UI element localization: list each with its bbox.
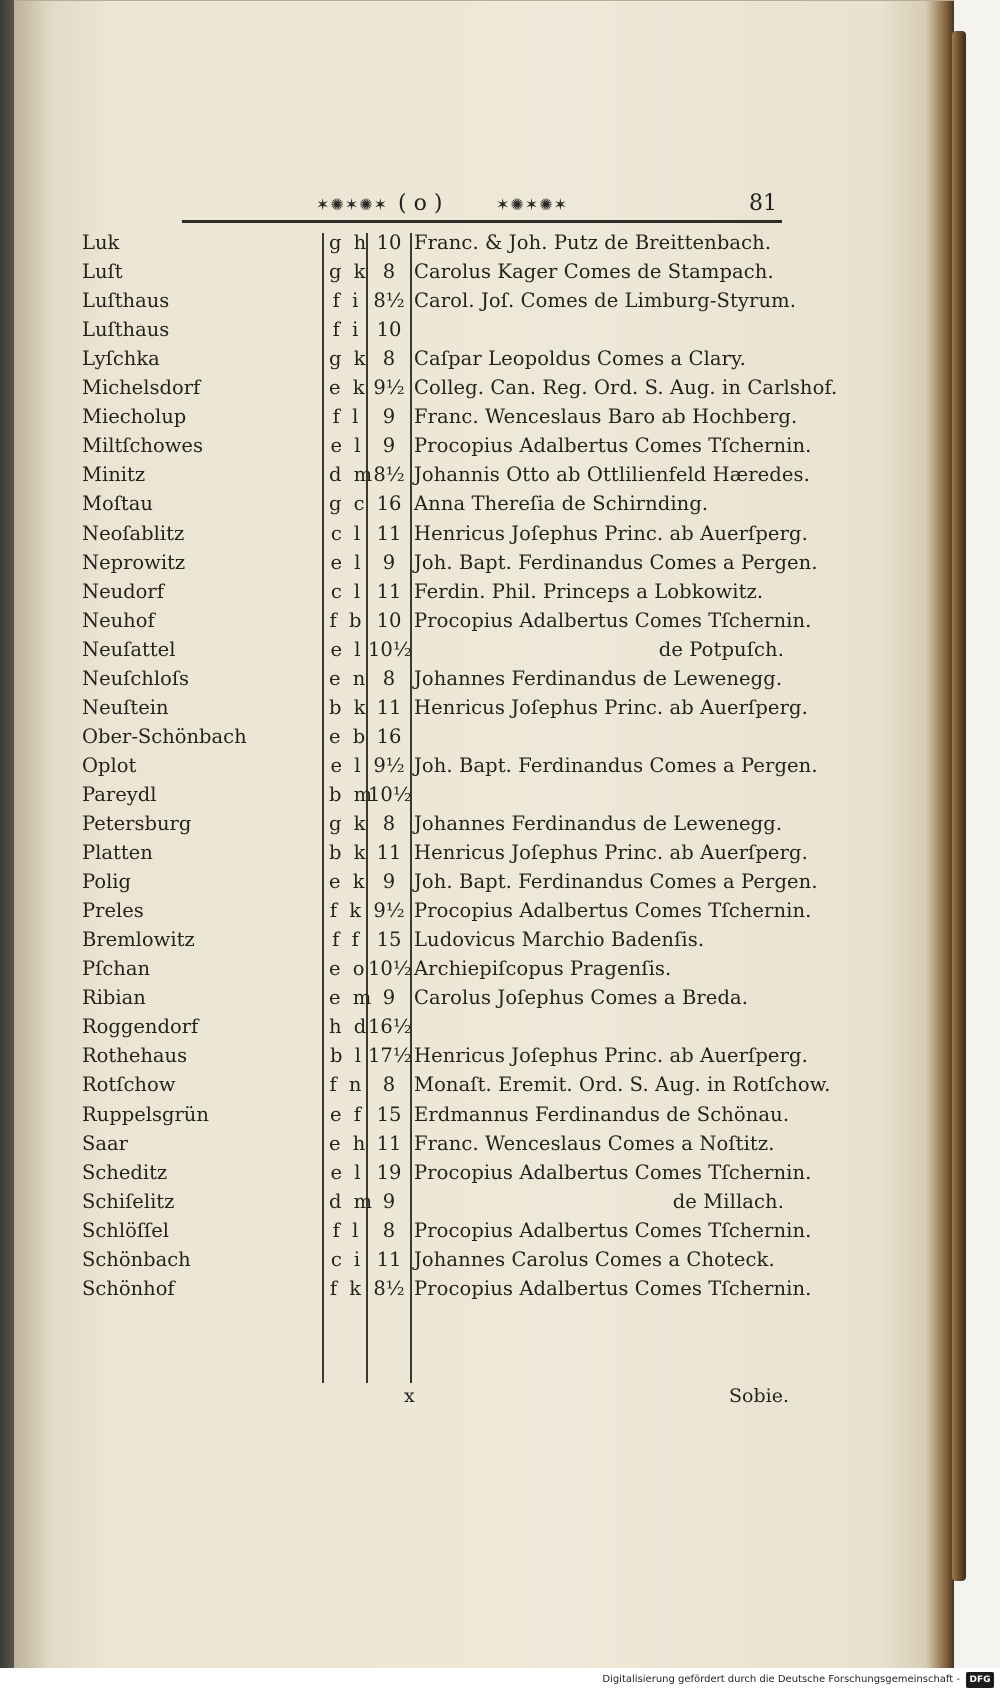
value-number: 9 — [382, 1189, 396, 1213]
value-number: 8 — [382, 812, 396, 835]
place-name: Luſthaus — [82, 289, 170, 313]
owner-name: Ferdin. Phil. Princeps a Lobkowitz. — [414, 579, 764, 603]
place-name: Neprowitz — [82, 550, 186, 574]
value-number: 11 — [376, 841, 402, 865]
owner-name: Franc. Wenceslaus Baro ab Hochberg. — [414, 405, 798, 429]
grid-code: f b — [329, 608, 365, 632]
grid-code: g k — [329, 812, 369, 835]
grid-code: e l — [330, 550, 364, 574]
owner-name: de Potpuſch. — [658, 637, 784, 661]
place-name: Lyſchka — [82, 347, 160, 371]
grid-code: b k — [329, 695, 369, 719]
value-number: 8 — [382, 347, 396, 371]
grid-code: e n — [329, 666, 369, 690]
grid-code: f k — [329, 1276, 365, 1300]
place-name: Ribian — [82, 986, 146, 1010]
owner-name: Johannes Ferdinandus de Lewenegg. — [414, 812, 783, 835]
table-row — [14, 1186, 954, 1217]
grid-code: c l — [330, 579, 364, 603]
place-name: Ober-Schönbach — [82, 724, 247, 748]
table-row — [14, 343, 954, 374]
owner-name: Colleg. Can. Reg. Ord. S. Aug. in Carlshof. — [414, 376, 838, 400]
value-number: 17½ — [368, 1044, 412, 1068]
place-name: Oplot — [82, 753, 137, 777]
value-number: 9 — [382, 986, 396, 1010]
grid-code: g c — [329, 492, 368, 516]
value-number: 19 — [376, 1160, 402, 1184]
place-name: Neuſtein — [82, 695, 169, 719]
grid-code: g k — [329, 260, 369, 284]
owner-name: Franc. & Joh. Putz de Breittenbach. — [414, 231, 772, 254]
owner-name: Procopius Adalbertus Comes Tſchernin. — [414, 1160, 812, 1184]
place-name: Luſt — [82, 260, 123, 284]
value-number: 8 — [382, 1218, 396, 1242]
dfg-logo: DFG — [966, 1672, 994, 1688]
grid-code: g h — [329, 231, 370, 254]
owner-name: Caſpar Leopoldus Comes a Clary. — [414, 347, 746, 371]
grid-code: e k — [329, 870, 368, 894]
place-name: Schönbach — [82, 1247, 191, 1271]
table-row — [14, 1011, 954, 1042]
table-row — [14, 372, 954, 403]
value-number: 11 — [376, 1131, 402, 1155]
place-name: Polig — [82, 870, 132, 894]
owner-name: de Millach. — [672, 1189, 784, 1213]
value-number: 11 — [376, 695, 402, 719]
place-name: Preles — [82, 899, 144, 923]
value-number: 8½ — [373, 463, 405, 487]
table-row — [14, 285, 954, 316]
value-number: 15 — [376, 928, 402, 952]
owner-name: Erdmannus Ferdinandus de Schönau. — [414, 1102, 790, 1126]
table-row — [14, 1069, 954, 1100]
value-number: 16 — [376, 492, 402, 516]
table-row — [14, 1273, 954, 1304]
value-number: 10½ — [368, 782, 412, 806]
owner-name: Johannes Carolus Comes a Choteck. — [414, 1247, 775, 1271]
table-row — [14, 314, 954, 345]
owner-name: Henricus Joſephus Princ. ab Auerſperg. — [414, 841, 808, 865]
table-row — [14, 1244, 954, 1275]
grid-code: e l — [330, 753, 364, 777]
grid-code: f l — [332, 1218, 362, 1242]
grid-code: d m — [329, 463, 376, 487]
value-number: 10 — [376, 318, 402, 342]
table-row — [14, 401, 954, 432]
value-number: 9½ — [373, 753, 405, 777]
place-name: Saar — [82, 1131, 128, 1155]
value-number: 8 — [382, 1073, 396, 1097]
place-name: Petersburg — [82, 812, 192, 835]
table-row — [14, 1215, 954, 1246]
book-binding-edge — [952, 31, 966, 1581]
table-row — [14, 779, 954, 810]
owner-name: Johannis Otto ab Ottlilienfeld Hæredes. — [414, 463, 810, 487]
place-name: Roggendorf — [82, 1015, 199, 1039]
grid-code: c l — [330, 521, 364, 545]
grid-code: c i — [330, 1247, 364, 1271]
owner-name: Carol. Joſ. Comes de Limburg-Styrum. — [414, 289, 797, 313]
grid-code: f l — [332, 405, 362, 429]
place-name: Michelsdorf — [82, 376, 201, 400]
table-row — [14, 576, 954, 607]
table-row — [14, 459, 954, 490]
table-row — [14, 518, 954, 549]
place-name: Neuhof — [82, 608, 155, 632]
digitization-credit: Digitalisierung gefördert durch die Deutsche Forschungsgemeinschaft - — [602, 1674, 960, 1685]
place-name: Rotſchow — [82, 1073, 176, 1097]
value-number: 10½ — [368, 637, 412, 661]
grid-code: e f — [330, 1102, 364, 1126]
table-row — [14, 953, 954, 984]
grid-code: d m — [329, 1189, 376, 1213]
ornament-right: ✶✺✶✺✶ — [496, 195, 569, 214]
owner-name: Joh. Bapt. Ferdinandus Comes a Pergen. — [414, 753, 818, 777]
place-name: Moſtau — [82, 492, 153, 516]
book-page — [14, 0, 954, 1669]
place-name: Neuſchloſs — [82, 666, 190, 690]
value-number: 15 — [376, 1102, 402, 1126]
grid-code: e l — [330, 1160, 364, 1184]
table-row — [14, 692, 954, 723]
header-rule — [182, 220, 782, 223]
place-name: Platten — [82, 841, 153, 865]
value-number: 8½ — [373, 289, 405, 313]
value-number: 11 — [376, 521, 402, 545]
table-row — [14, 982, 954, 1013]
place-name: Schönhof — [82, 1276, 175, 1300]
grid-code: e o — [329, 957, 368, 981]
place-name: Minitz — [82, 463, 146, 487]
table-row — [14, 227, 954, 258]
page-number: 81 — [749, 191, 777, 216]
owner-name: Procopius Adalbertus Comes Tſchernin. — [414, 899, 812, 923]
grid-code: f n — [329, 1073, 365, 1097]
table-row — [14, 924, 954, 955]
place-name: Ruppelsgrün — [82, 1102, 209, 1126]
table-row — [14, 1157, 954, 1188]
owner-name: Monaſt. Eremit. Ord. S. Aug. in Rotſchow. — [414, 1073, 831, 1097]
table-row — [14, 808, 954, 839]
owner-name: Henricus Joſephus Princ. ab Auerſperg. — [414, 1044, 808, 1068]
value-number: 8½ — [373, 1276, 405, 1300]
grid-code: h d — [329, 1015, 370, 1039]
grid-code: f f — [332, 928, 362, 952]
place-name: Luſthaus — [82, 318, 170, 342]
grid-code: b m — [329, 782, 376, 806]
table-row — [14, 430, 954, 461]
owner-name: Procopius Adalbertus Comes Tſchernin. — [414, 434, 812, 458]
place-name: Pſchan — [82, 957, 151, 981]
grid-code: e h — [329, 1131, 369, 1155]
section-mark: ( o ) — [398, 191, 443, 216]
page-header — [190, 191, 785, 215]
owner-name: Henricus Joſephus Princ. ab Auerſperg. — [414, 521, 808, 545]
place-name: Bremlowitz — [82, 928, 195, 952]
grid-code: b l — [330, 1044, 364, 1068]
value-number: 10 — [376, 608, 402, 632]
owner-name: Joh. Bapt. Ferdinandus Comes a Pergen. — [414, 550, 818, 574]
owner-name: Procopius Adalbertus Comes Tſchernin. — [414, 608, 812, 632]
grid-code: e b — [329, 724, 369, 748]
table-row — [14, 488, 954, 519]
signature-mark: x — [404, 1385, 415, 1407]
value-number: 10 — [376, 231, 402, 254]
table-row — [14, 866, 954, 897]
owner-name: Anna Thereſia de Schirnding. — [414, 492, 709, 516]
value-number: 9 — [382, 870, 396, 894]
table-row — [14, 547, 954, 578]
owner-name: Archiepiſcopus Pragenſis. — [414, 957, 672, 981]
owner-name: Johannes Ferdinandus de Lewenegg. — [414, 666, 783, 690]
catchword: Sobie. — [729, 1385, 789, 1407]
grid-code: e l — [330, 637, 364, 661]
place-name: Scheditz — [82, 1160, 168, 1184]
value-number: 10½ — [368, 957, 412, 981]
value-number: 9½ — [373, 899, 405, 923]
owner-name: Carolus Joſephus Comes a Breda. — [414, 986, 749, 1010]
table-row — [14, 1128, 954, 1159]
table-row — [14, 256, 954, 287]
value-number: 11 — [376, 579, 402, 603]
grid-code: f i — [332, 289, 362, 313]
place-name: Neuſattel — [82, 637, 176, 661]
value-number: 9 — [382, 434, 396, 458]
table-row — [14, 663, 954, 694]
grid-code: f k — [329, 899, 365, 923]
value-number: 9 — [382, 405, 396, 429]
value-number: 16 — [376, 724, 402, 748]
place-name: Miecholup — [82, 405, 187, 429]
ornament-left: ✶✺✶✺✶ — [316, 195, 389, 214]
value-number: 8 — [382, 260, 396, 284]
place-name: Luk — [82, 231, 120, 254]
value-number: 11 — [376, 1247, 402, 1271]
grid-code: e k — [329, 376, 368, 400]
table-row — [14, 895, 954, 926]
owner-name: Carolus Kager Comes de Stampach. — [414, 260, 774, 284]
place-name: Schlöſſel — [82, 1218, 170, 1242]
owner-name: Henricus Joſephus Princ. ab Auerſperg. — [414, 695, 808, 719]
owner-name: Joh. Bapt. Ferdinandus Comes a Pergen. — [414, 870, 818, 894]
table-row — [14, 634, 954, 665]
table-row — [14, 1040, 954, 1071]
table-row — [14, 837, 954, 868]
table-row — [14, 721, 954, 752]
grid-code: f i — [332, 318, 362, 342]
place-name: Schiſelitz — [82, 1189, 175, 1213]
owner-name: Franc. Wenceslaus Comes a Noſtitz. — [414, 1131, 775, 1155]
grid-code: e l — [330, 434, 364, 458]
place-name: Neudorf — [82, 579, 164, 603]
place-name: Rothehaus — [82, 1044, 188, 1068]
place-name: Pareydl — [82, 782, 157, 806]
value-number: 16½ — [368, 1015, 412, 1039]
table-row — [14, 605, 954, 636]
owner-name: Procopius Adalbertus Comes Tſchernin. — [414, 1218, 812, 1242]
grid-code: e m — [329, 986, 375, 1010]
owner-name: Ludovicus Marchio Badenſis. — [414, 928, 705, 952]
place-name: Miltſchowes — [82, 434, 203, 458]
place-name: Neoſablitz — [82, 521, 185, 545]
owner-name: Procopius Adalbertus Comes Tſchernin. — [414, 1276, 812, 1300]
value-number: 8 — [382, 666, 396, 690]
value-number: 9 — [382, 550, 396, 574]
grid-code: g k — [329, 347, 369, 371]
table-row — [14, 750, 954, 781]
grid-code: b k — [329, 841, 369, 865]
value-number: 9½ — [373, 376, 405, 400]
table-row — [14, 1099, 954, 1130]
